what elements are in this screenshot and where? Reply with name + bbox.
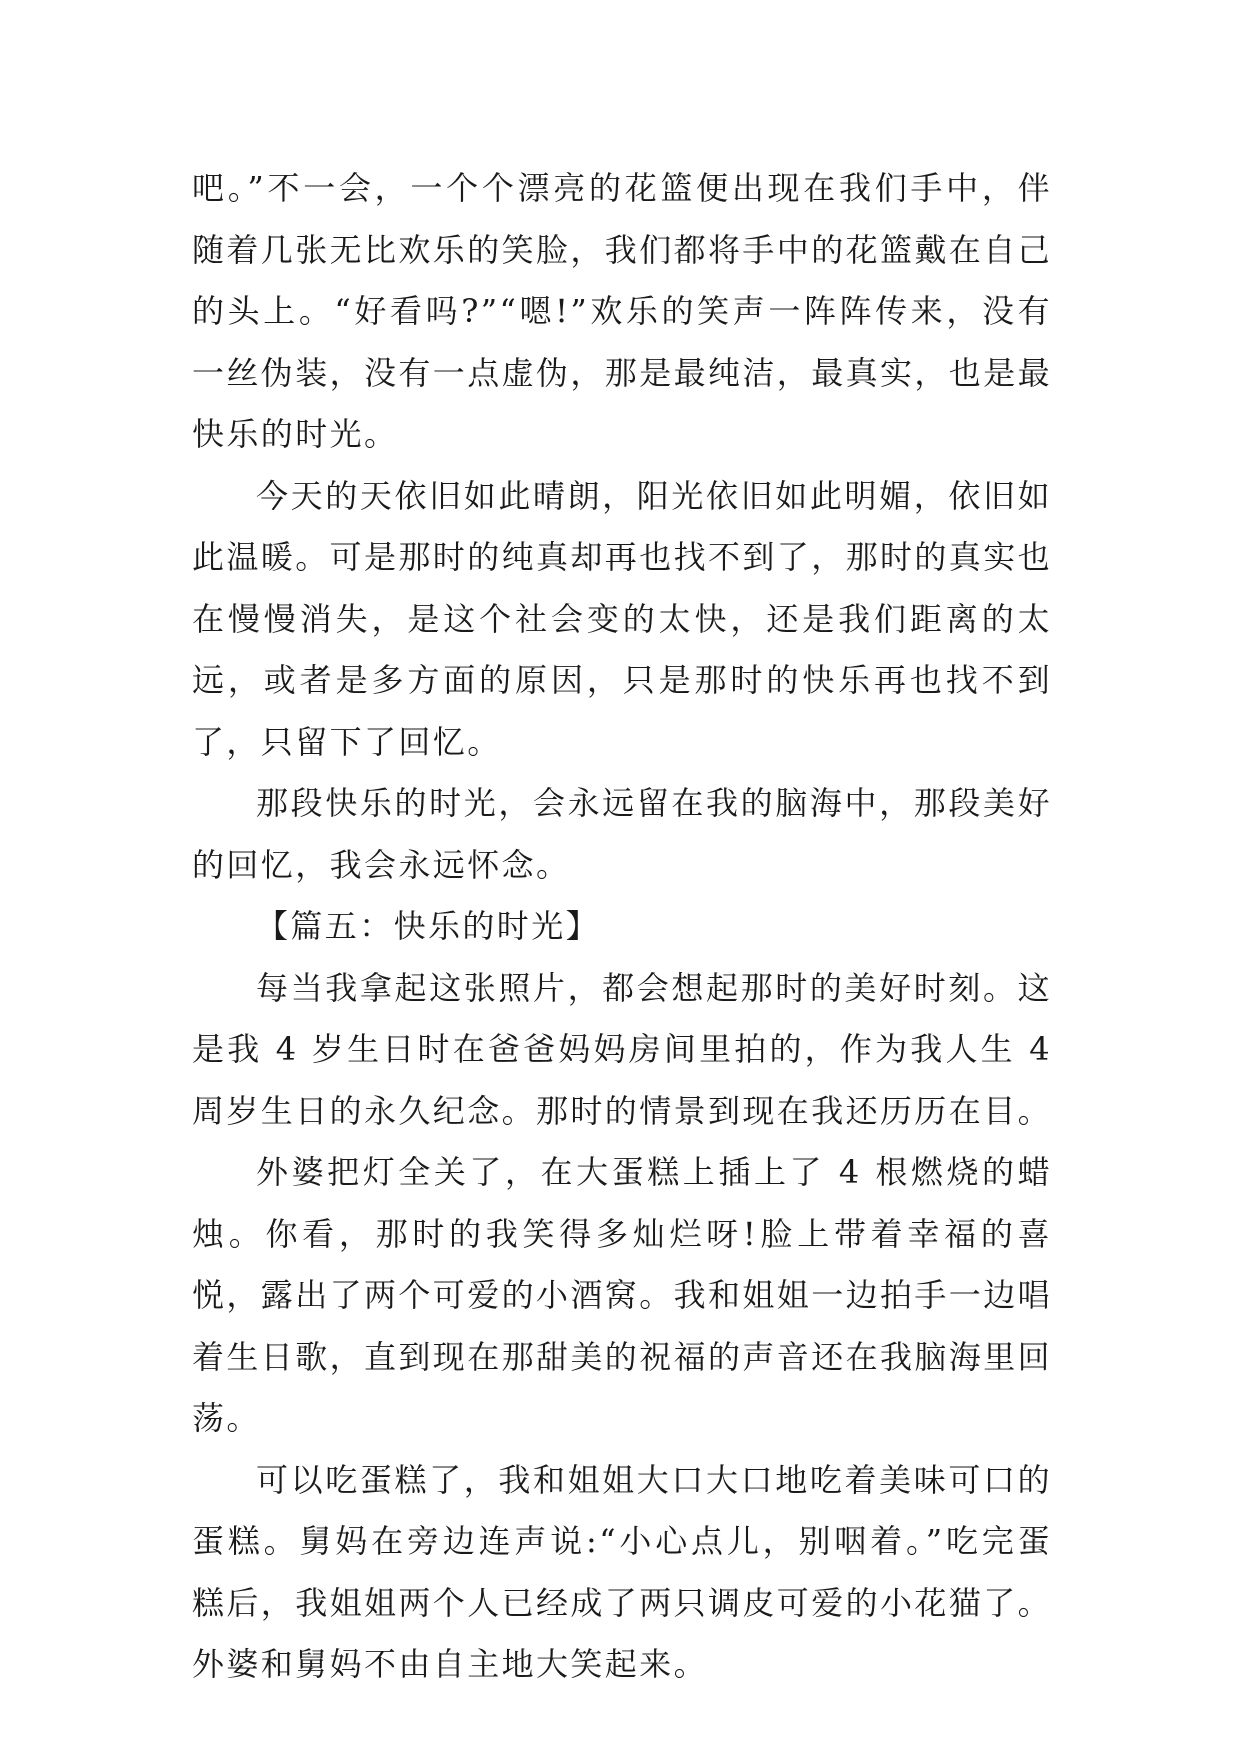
paragraph: 每当我拿起这张照片，都会想起那时的美好时刻。这是我 4 岁生日时在爸爸妈妈房间里拍的，作为我人生 4 周岁生日的永久纪念。那时的情景到现在我还历历在目。 [192,968,1065,1130]
paragraph: 可以吃蛋糕了，我和姐姐大口大口地吃着美味可口的蛋糕。舅妈在旁边连声说:“小心点儿，别咽着。”吃完蛋糕后，我姐姐两个人已经成了两只调皮可爱的小花猫了。外婆和舅妈不由自主地大笑起来。 [192,1460,1053,1683]
paragraph: 今天的天依旧如此晴朗，阳光依旧如此明媚，依旧如此温暖。可是那时的纯真却再也找不到了，那时的真实也在慢慢消失，是这个社会变的太快，还是我们距离的太远，或者是多方面的原因，只是那时的快乐再也找不到了，只留下了回忆。 [192,476,1053,761]
paragraph: 那段快乐的时光，会永远留在我的脑海中，那段美好的回忆，我会永远怀念。 [192,784,1052,884]
paragraph: 外婆把灯全关了，在大蛋糕上插上了 4 根燃烧的蜡烛。你看，那时的我笑得多灿烂呀!脸上带着幸福的喜悦，露出了两个可爱的小酒窝。我和姐姐一边拍手一边唱着生日歌，直到现在那甜美的祝福的声音还在我脑海里回荡。 [192,1153,1053,1437]
section-heading: 【篇五：快乐的时光】 [256,907,601,945]
document-body [192,158,1065,1696]
paragraph-continuation: 吧。”不一会，一个个漂亮的花篮便出现在我们手中，伴随着几张无比欢乐的笑脸，我们都将手中的花篮戴在自己的头上。“好看吗?”“嗯!”欢乐的笑声一阵阵传来，没有一丝伪装，没有一点虚伪，那是最纯洁，最真实，也是最快乐的时光。 [192,169,1053,453]
